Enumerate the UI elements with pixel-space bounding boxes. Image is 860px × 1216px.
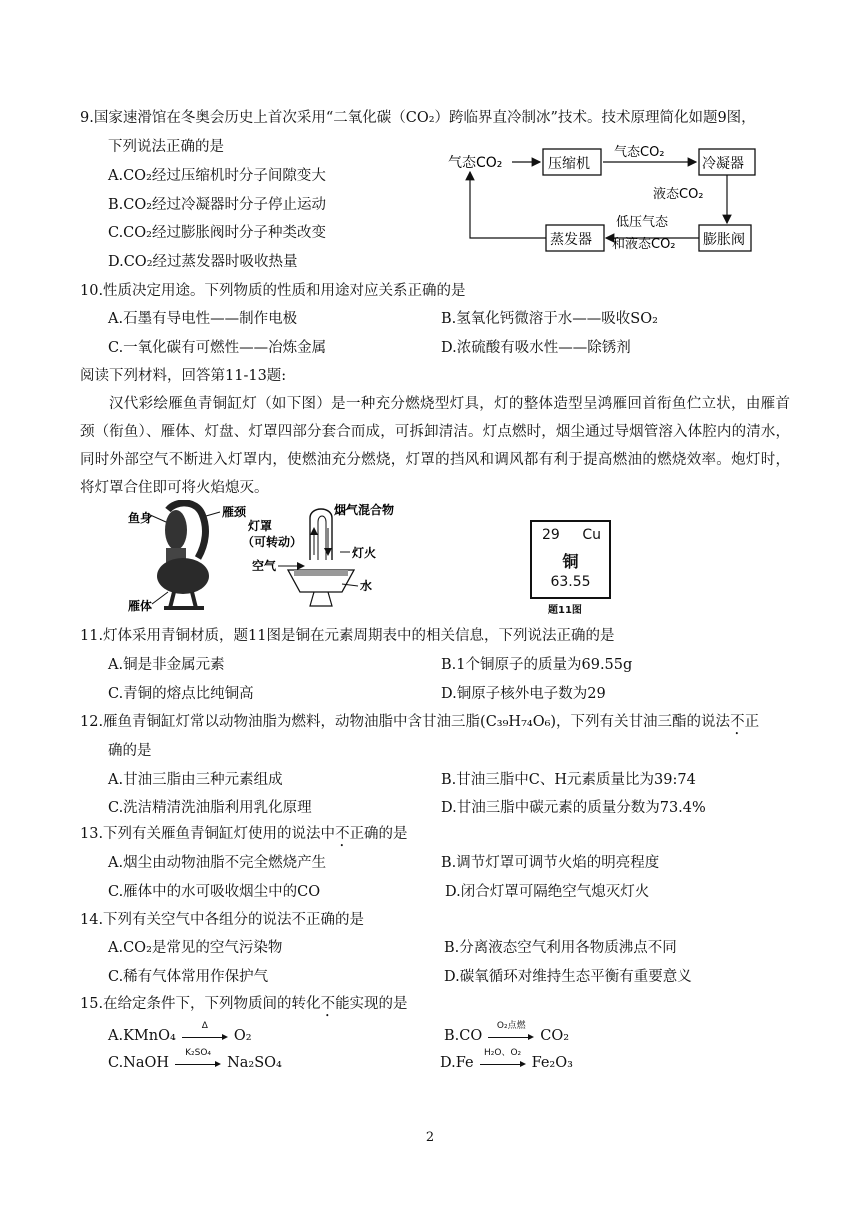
q15-a-arrow (182, 1021, 228, 1043)
q13-option-b: B.调节灯罩可调节火焰的明亮程度 (441, 855, 660, 871)
q15-emphasis-not: 不 (320, 996, 336, 1012)
q15-stem-pre: 15.在给定条件下，下列物质间的转化 (80, 996, 321, 1012)
q9-option-c: C.CO₂经过膨胀阀时分子种类改变 (108, 225, 326, 241)
q11-option-d: D.铜原子核外电子数为29 (441, 686, 606, 702)
element-atomic-mass: 63.55 (550, 574, 591, 590)
label-goose-neck: 雁颈 (222, 505, 247, 519)
goose-lamp-illustration (148, 503, 220, 610)
q13-stem-pre: 13.下列有关雁鱼青铜缸灯使用的说法中 (80, 826, 336, 842)
q10-option-a: A.石墨有导电性——制作电极 (108, 311, 298, 327)
q9-stem-line1: 9.国家速滑馆在冬奥会历史上首次采用“二氧化碳（CO₂）跨临界直冷制冰”技术。技术原理简化如题9图， (80, 110, 756, 126)
q15-option-c (108, 1048, 282, 1073)
label-water: 水 (360, 579, 373, 593)
element-symbol: Cu (582, 527, 601, 543)
diagram-gas-co2: 气态CO₂ (448, 155, 503, 171)
q15-c-product: Na₂SO₄ (227, 1055, 282, 1071)
label-goose-body: 雁体 (128, 599, 153, 613)
q15-a-reactant: A.KMnO₄ (108, 1028, 176, 1044)
diagram-condenser: 冷凝器 (702, 156, 744, 172)
q13-emphasis-not: 不 (335, 826, 350, 842)
q11-option-c: C.青铜的熔点比纯铜高 (108, 686, 254, 702)
label-lamp-shade: 灯罩 (248, 519, 273, 533)
q15-a-product: O₂ (233, 1028, 252, 1044)
q12-option-a: A.甘油三脂由三种元素组成 (108, 772, 283, 788)
q10-option-d: D.浓硫酸有吸水性——除锈剂 (441, 340, 631, 356)
q14-stem: 14.下列有关空气中各组分的说法不正确的是 (80, 912, 365, 928)
q15-c-arrow (175, 1048, 221, 1070)
q10-option-b: B.氢氧化钙微溶于水——吸收SO₂ (441, 311, 658, 327)
lamp-cross-section (278, 508, 358, 606)
q13-option-c: C.雁体中的水可吸收烟尘中的CO (108, 884, 321, 900)
element-atomic-number: 29 (542, 527, 560, 543)
q15-stem (80, 994, 408, 1020)
q11-option-b: B.1个铜原子的质量为69.55g (441, 657, 633, 673)
q15-d-product: Fe₂O₃ (531, 1055, 573, 1071)
q12-option-c: C.洗洁精清洗油脂利用乳化原理 (108, 800, 312, 816)
q9-stem-line2: 下列说法正确的是 (108, 139, 224, 155)
q15-b-reactant: B.CO (444, 1028, 483, 1044)
q15-b-arrow (488, 1021, 534, 1043)
q15-a-condition: Δ (201, 1021, 208, 1031)
q13-stem-post: 正确的是 (349, 826, 408, 842)
diagram-gas-co2-arrow-label: 气态CO₂ (614, 145, 665, 160)
q15-b-condition: O₂点燃 (496, 1021, 526, 1031)
diagram-compressor: 压缩机 (548, 156, 590, 172)
label-air: 空气 (252, 559, 277, 573)
reading-intro: 阅读下列材料，回答第11-13题: (80, 368, 287, 384)
q14-option-d: D.碳氧循环对维持生态平衡有重要意义 (444, 969, 692, 985)
q10-option-c: C.一氧化碳有可燃性——冶炼金属 (108, 340, 327, 356)
label-smoke-mixture: 烟气混合物 (334, 503, 395, 517)
q12-emphasis-not: 不 (730, 714, 745, 730)
q11-option-a: A.铜是非金属元素 (108, 657, 225, 673)
q13-stem (80, 824, 408, 850)
label-fish-body: 鱼身 (128, 511, 153, 525)
page-number: 2 (425, 1130, 435, 1145)
q13-option-a: A.烟尘由动物油脂不完全燃烧产生 (108, 855, 327, 871)
q11-stem: 11.灯体采用青铜材质，题11图是铜在元素周期表中的相关信息，下列说法正确的是 (80, 628, 615, 644)
q12-option-b: B.甘油三脂中C、H元素质量比为39:74 (441, 772, 696, 788)
q15-d-condition: H₂O、O₂ (484, 1048, 522, 1058)
label-flame: 灯火 (352, 546, 377, 560)
q13-option-d: D.闭合灯罩可隔绝空气熄灭灯火 (445, 884, 650, 900)
q12-stem-text: 12.雁鱼青铜缸灯常以动物油脂为燃料，动物油脂中含甘油三脂(C₃₉H₇₄O₆)，下列有关甘油三酯的说法 (80, 714, 731, 730)
q10-stem: 10.性质决定用途。下列物质的性质和用途对应关系正确的是 (80, 283, 466, 299)
q15-option-b (444, 1021, 570, 1046)
element-card (530, 520, 611, 599)
q12-stem-line2: 确的是 (108, 743, 152, 759)
q14-option-c: C.稀有气体常用作保护气 (108, 969, 269, 985)
q15-option-d (440, 1048, 573, 1073)
reading-paragraph: 汉代彩绘雁鱼青铜缸灯（如下图）是一种充分燃烧型灯具，灯的整体造型呈鸿雁回首衔鱼伫立状，由雁首颈（衔鱼）、雁体、灯盘、灯罩四部分套合而成，可拆卸清洁。灯点燃时，烟尘通过导烟管溶入体腔内的清水，同时外部空气不断进入灯罩内，使燃油充分燃烧，灯罩的挡风和调风都有利于提高燃油的燃烧效率。炮灯时，将灯罩合住即可将火焰熄灭。 (80, 396, 790, 496)
q9-option-d: D.CO₂经过蒸发器时吸收热量 (108, 254, 298, 270)
q9-process-diagram (440, 140, 770, 260)
fig11-caption: 题11图 (548, 605, 582, 616)
q15-d-reactant: D.Fe (440, 1055, 474, 1071)
diagram-mix-line1: 低压气态 (616, 215, 669, 230)
q12-stem-zheng: 正 (744, 714, 760, 730)
diagram-evaporator: 蒸发器 (550, 232, 592, 248)
diagram-expansion-valve: 膨胀阀 (703, 232, 745, 248)
q12-option-d: D.甘油三脂中碳元素的质量分数为73.4% (441, 800, 706, 816)
q14-option-a: A.CO₂是常见的空气污染物 (108, 940, 283, 956)
q14-option-b: B.分离液态空气利用各物质沸点不同 (444, 940, 677, 956)
diagram-mix-line2: 和液态CO₂ (612, 237, 676, 252)
q15-option-a (108, 1021, 252, 1046)
label-lamp-shade-rotatable: （可转动） (242, 535, 303, 549)
q9-option-a: A.CO₂经过压缩机时分子间隙变大 (108, 168, 326, 184)
lamp-figures (128, 500, 398, 615)
q12-stem-line1 (80, 712, 759, 738)
diagram-liquid-co2: 液态CO₂ (653, 187, 704, 202)
q15-b-product: CO₂ (540, 1028, 570, 1044)
q15-d-arrow (480, 1048, 526, 1070)
q15-c-reactant: C.NaOH (108, 1055, 170, 1071)
q9-option-b: B.CO₂经过冷凝器时分子停止运动 (108, 197, 327, 213)
element-name: 铜 (562, 552, 579, 571)
q15-stem-post: 能实现的是 (335, 996, 408, 1012)
q15-c-condition: K₂SO₄ (185, 1048, 212, 1058)
